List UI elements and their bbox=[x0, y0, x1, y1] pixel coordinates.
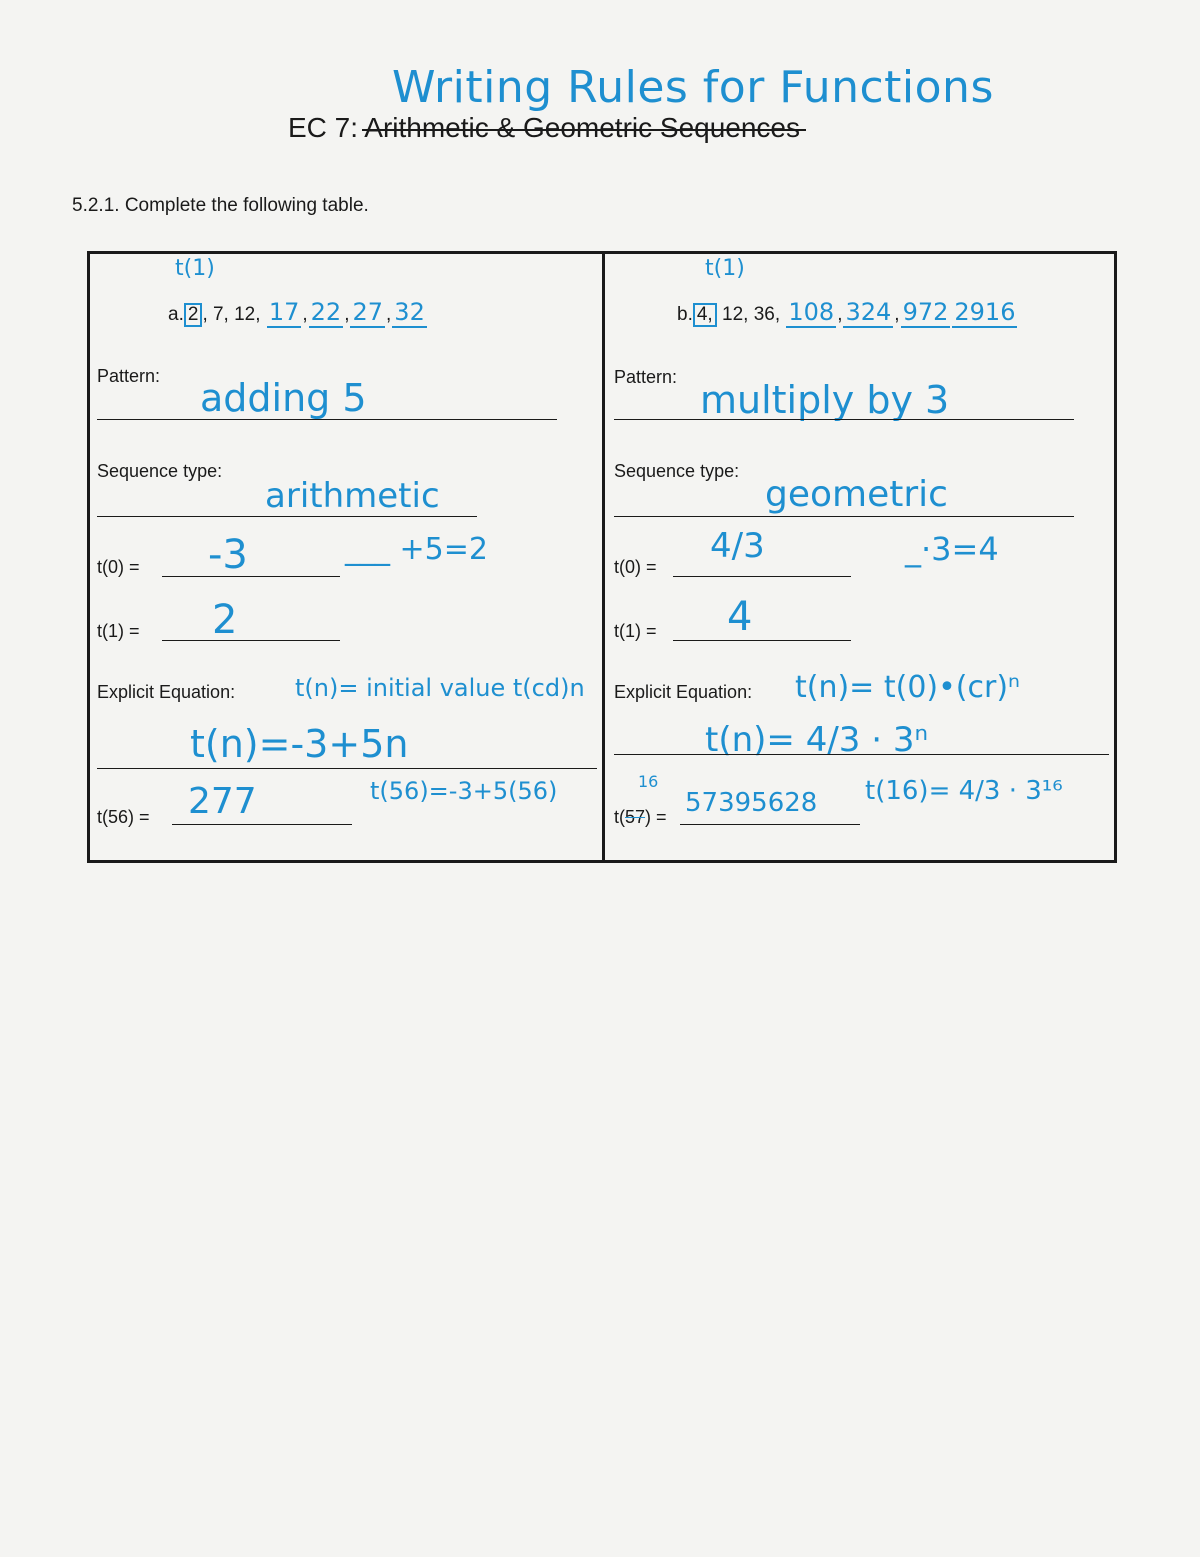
sequence-table bbox=[87, 251, 1117, 863]
a-t1-line bbox=[162, 640, 340, 641]
b-t0-answer: 4/3 bbox=[710, 526, 765, 566]
b-t57-work: t(16)= 4/3 · 3¹⁶ bbox=[865, 776, 1063, 806]
b-answer-2: 324 bbox=[845, 298, 892, 326]
b-answer-3: 972 bbox=[902, 298, 949, 326]
b-given-terms: 12, 36, bbox=[716, 304, 786, 325]
b-t0-line bbox=[673, 576, 851, 577]
a-t0-line bbox=[162, 576, 340, 577]
a-answer-1: 17 bbox=[268, 298, 300, 326]
b-t1-answer: 4 bbox=[727, 594, 753, 640]
b-type-line bbox=[614, 516, 1074, 517]
b-answer-4: 2916 bbox=[954, 298, 1016, 326]
a-t56-line bbox=[172, 824, 352, 825]
b-t0-label: t(0) = bbox=[614, 557, 657, 577]
b-t1-note: t(1) bbox=[705, 256, 745, 281]
b-first-term: 4, bbox=[693, 303, 717, 327]
b-explicit-formula: t(n)= t(0)•(cr)ⁿ bbox=[795, 670, 1020, 705]
a-answer-4: 32 bbox=[394, 298, 425, 326]
a-type-label: Sequence type: bbox=[97, 461, 223, 481]
b-pattern-answer: multiply by 3 bbox=[700, 378, 950, 422]
a-explicit-label: Explicit Equation: bbox=[97, 682, 236, 702]
cell-a bbox=[90, 254, 605, 860]
b-answer-1: 108 bbox=[788, 298, 835, 326]
a-t56-answer: 277 bbox=[188, 781, 257, 822]
a-type-line bbox=[97, 516, 477, 517]
b-pattern-line bbox=[614, 419, 1074, 420]
b-t57-label-struck: 57 bbox=[625, 807, 646, 827]
a-t0-label: t(0) = bbox=[97, 557, 140, 577]
b-sequence: b. 4, 12, 36, 108 , 324 , 972 2916 bbox=[677, 298, 1016, 326]
a-t56-label: t(56) = bbox=[97, 807, 150, 827]
a-pattern-answer: adding 5 bbox=[200, 376, 367, 420]
a-given-terms: , 7, 12, bbox=[202, 304, 266, 325]
a-first-term: 2 bbox=[184, 303, 203, 327]
a-sequence: a. 2 , 7, 12, 17 , 22 , 27 , 32 bbox=[168, 298, 425, 326]
b-t57-label bbox=[614, 807, 667, 828]
b-t-margin-note: 16 bbox=[638, 772, 659, 791]
a-explicit-answer: t(n)=-3+5n bbox=[190, 722, 409, 766]
a-explicit-formula: t(n)= initial value t(cd)n bbox=[295, 674, 585, 702]
instruction: 5.2.1. Complete the following table. bbox=[72, 195, 369, 216]
page-title bbox=[288, 112, 800, 144]
b-explicit-line bbox=[614, 754, 1109, 755]
a-t1-answer: 2 bbox=[212, 597, 238, 643]
a-type-answer: arithmetic bbox=[265, 476, 440, 516]
a-t56-work: t(56)=-3+5(56) bbox=[370, 777, 558, 805]
a-answer-3: 27 bbox=[352, 298, 384, 326]
b-type-label: Sequence type: bbox=[614, 461, 740, 481]
b-explicit-label: Explicit Equation: bbox=[614, 682, 753, 702]
b-t57-label-right: ) = bbox=[645, 807, 667, 827]
b-type-answer: geometric bbox=[765, 474, 948, 515]
a-letter: a. bbox=[168, 304, 184, 325]
a-pattern-line bbox=[97, 419, 557, 420]
title-prefix: EC 7: bbox=[288, 112, 365, 143]
b-letter: b. bbox=[677, 304, 693, 325]
b-t1-line bbox=[673, 640, 851, 641]
b-t57-label-left: t( bbox=[614, 807, 625, 827]
b-t1-label: t(1) = bbox=[614, 621, 657, 641]
a-t0-work: ___ +5=2 bbox=[345, 532, 488, 567]
b-explicit-answer: t(n)= 4/3 · 3ⁿ bbox=[705, 720, 929, 760]
a-t1-label: t(1) = bbox=[97, 621, 140, 641]
a-answer-2: 22 bbox=[310, 298, 342, 326]
cell-b bbox=[605, 254, 1117, 860]
b-t57-answer: 57395628 bbox=[685, 788, 818, 818]
handwritten-title: Writing Rules for Functions bbox=[392, 62, 994, 113]
b-t0-work: _·3=4 bbox=[905, 530, 999, 568]
b-pattern-label: Pattern: bbox=[614, 367, 678, 387]
a-pattern-label: Pattern: bbox=[97, 366, 161, 386]
struck-title: Arithmetic & Geometric Sequences bbox=[364, 112, 801, 143]
a-t1-note: t(1) bbox=[175, 256, 215, 281]
a-t0-answer: -3 bbox=[208, 532, 248, 578]
b-t57-line bbox=[680, 824, 860, 825]
a-explicit-line bbox=[97, 768, 597, 769]
